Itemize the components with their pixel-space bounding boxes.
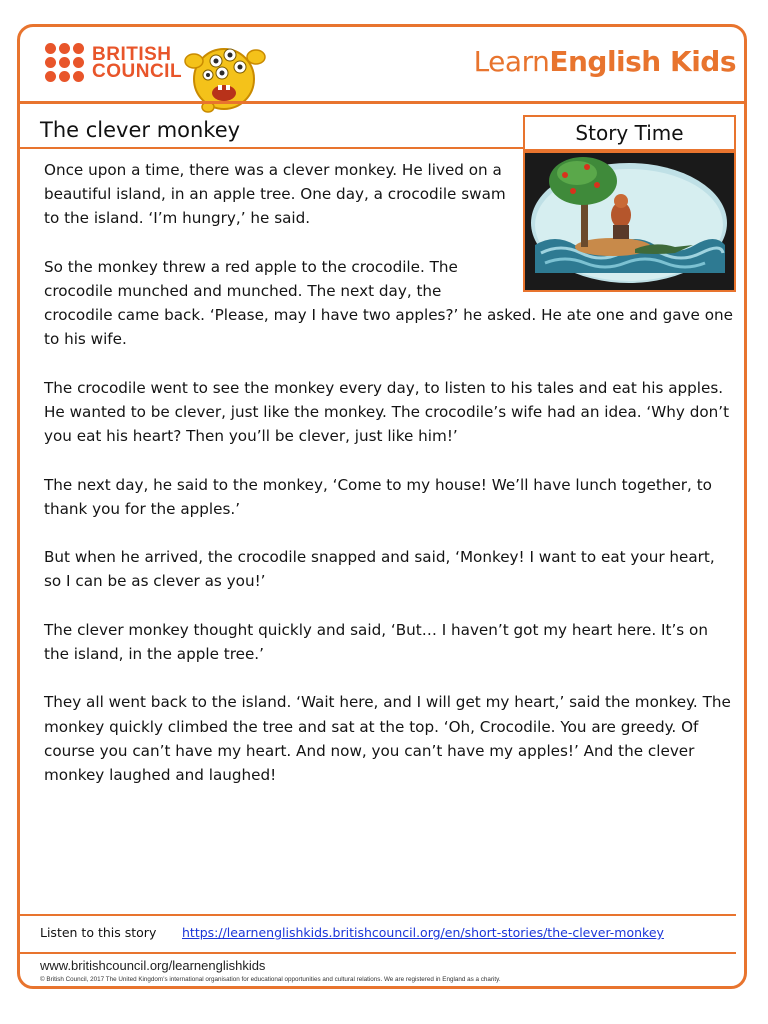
story-paragraph-narrow-part: So the monkey threw a red apple to the crocodile. The crocodile munched and munched. The next day, the <box>44 257 458 300</box>
brand-line-2: COUNCIL <box>92 60 183 82</box>
story-paragraph: The next day, he said to the monkey, ‘Come to my house! We’ll have lunch together, to thank you for the apples.’ <box>44 475 712 518</box>
british-council-dots-icon <box>45 43 84 82</box>
copyright-notice: © British Council, 2017 The United Kingdom’s international organisation for educational opportunities and cultural relations. We are registered in England as a charity. <box>40 976 501 983</box>
story-paragraph: They all went back to the island. ‘Wait here, and I will get my heart,’ said the monkey. The monkey quickly climbed the tree and sat at the top. ‘Oh, Crocodile. You are greedy. Of course you can’t have my heart. And now, you can’t have my apples!’ And the clever monkey laughed and laughed! <box>44 693 731 784</box>
story-paragraph-wide-part: crocodile came back. ‘Please, may I have two apples?’ he asked. He ate one and gave one to his wife. <box>44 306 733 349</box>
listen-story-link[interactable]: https://learnenglishkids.britishcouncil.org/en/short-stories/the-clever-monkey <box>182 925 664 940</box>
story-title: The clever monkey <box>40 118 241 142</box>
logo-english-kids: English Kids <box>549 45 736 78</box>
story-paragraph <box>44 255 734 352</box>
british-council-wordmark <box>92 43 183 82</box>
logo-learn: Learn <box>473 45 550 78</box>
story-paragraph: The crocodile went to see the monkey every day, to listen to his tales and eat his apples. He wanted to be clever, just like the monkey. The crocodile’s wife had an idea. ‘Why don’t you eat his heart? Then you’ll be clever, just like him!’ <box>44 378 730 446</box>
header-divider <box>20 101 747 104</box>
footer-divider-top <box>20 914 736 916</box>
story-time-label: Story Time <box>575 121 684 145</box>
story-body <box>44 158 734 811</box>
learnenglish-kids-logo <box>474 45 736 78</box>
story-time-box <box>523 115 736 151</box>
story-paragraph: Once upon a time, there was a clever monkey. He lived on a beautiful island, in an apple tree. One day, a crocodile swam to the island. ‘I’m hungry,’ he said. <box>44 161 506 228</box>
site-url: www.britishcouncil.org/learnenglishkids <box>40 958 266 973</box>
story-paragraph: But when he arrived, the crocodile snapped and said, ‘Monkey! I want to eat your heart, so I can be as clever as you!’ <box>44 548 715 591</box>
listen-label: Listen to this story <box>40 925 157 940</box>
page-header <box>20 27 744 100</box>
footer-divider-bottom <box>20 952 736 954</box>
story-paragraph: The clever monkey thought quickly and said, ‘But… I haven’t got my heart here. It’s on the island, in the apple tree.’ <box>44 620 708 663</box>
british-council-logo <box>45 43 182 82</box>
brand-line-1: BRITISH <box>92 43 172 65</box>
title-divider <box>20 147 525 149</box>
